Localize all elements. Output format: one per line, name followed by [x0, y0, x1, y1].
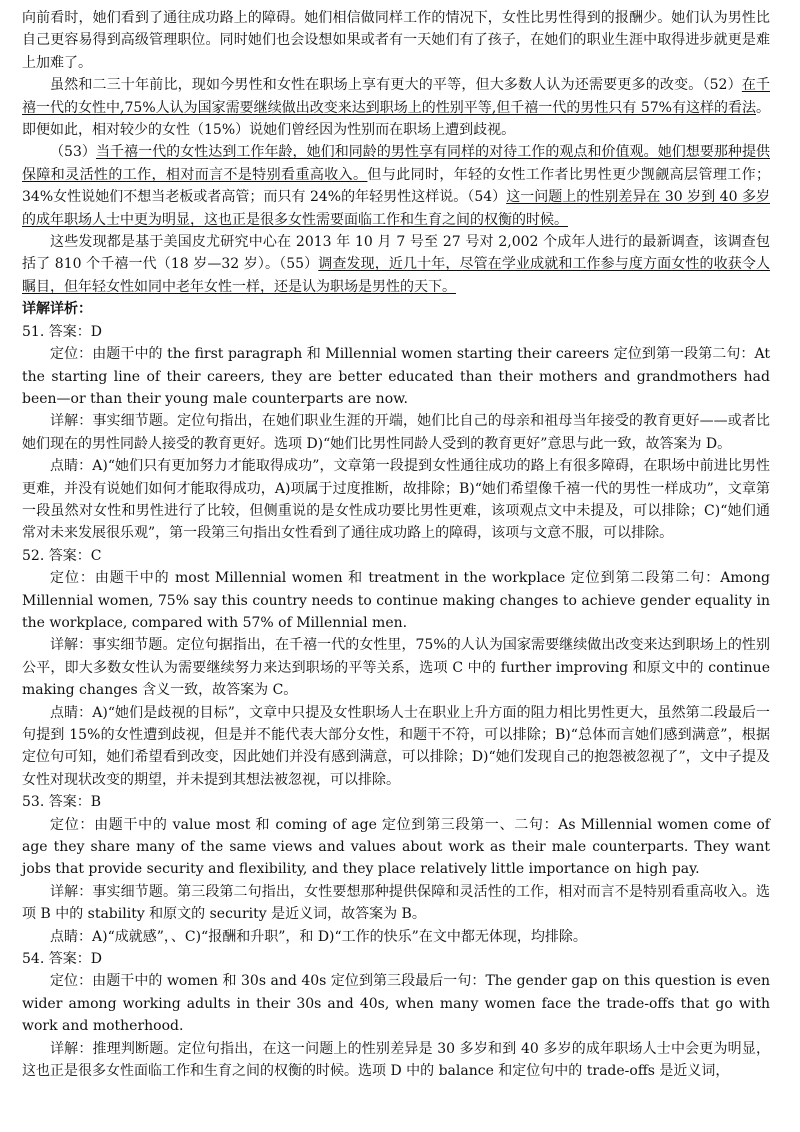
detail-51: 详解：事实细节题。定位句指出，在她们职业生涯的开端，她们比自己的母亲和祖母当年接受的教育更好——或者比她们现在的男性同龄人接受的教育更好。选项 D)“她们比男性同龄人受到的教育更好”意思与此一致，故答案为 D。	[22, 413, 770, 452]
locate-54: 定位：由题干中的 women 和 30s and 40s 定位到第三段最后一句：The gender gap on this question is even wider among working adults in their 30s and 40s, when many women face the trade-offs that go with work and motherhood.	[22, 973, 770, 1035]
passage-paragraph-3	[22, 141, 770, 231]
passage-paragraph-4	[22, 231, 770, 298]
locate-52: 定位：由题干中的 most Millennial women 和 treatment in the workplace 定位到第二段第二句：Among Millennial women, 75% say this country needs to continue making changes to achieve gender equality in the workplace, compared with 57% of Millennial men.	[22, 570, 770, 631]
underlined-sentence-55: 调查发现，近几十年，尽管在学业成就和工作参与度方面女性的收获令人瞩目，但年轻女性如同中老年女性一样，还是认为职场是男性的天下。	[22, 256, 771, 295]
answer-52: 52. 答案：C	[22, 547, 102, 564]
tip-51: 点睛：A)“她们只有更加努力才能取得成功”，文章第一段提到女性通往成功的路上有很多障碍，在职场中前进比男性更难，并没有说她们如何才能取得成功，A)项属于过度推断，故排除；B)“她们希望像千禧一代的男性一样成功”，文章第一段虽然对女性和男性进行了比较，但侧重说的是女性成功要比男性更难，该项观点文中未提及，可以排除；C)“她们通常对未来发展很乐观”，第一段第三句指出女性看到了通往成功路上的障碍，该项与文意不服，可以排除。	[22, 458, 770, 542]
paragraph-text: （53）	[50, 144, 96, 161]
detail-53: 详解：事实细节题。第三段第二句指出，女性要想那种提供保障和灵活性的工作，相对而言不是特别看重高收入。选项 B 中的 stability 和原文的 security 是近义词，故答案为 B。	[22, 883, 770, 923]
tip-52: 点睛：A)“她们是歧视的目标”，文章中只提及女性职场人士在职业上升方面的阻力相比男性更大，虽然第二段最后一句提到 15%的女性遭到歧视，但是并不能代表大部分女性，和题干不符，可以排除；B)“总体而言她们感到满意”，根据定位句可知，她们希望看到改变，因此她们并没有感到满意，可以排除；D)“她们发现自己的抱怨被忽视了”，文中子提及女性对现状改变的期望，并未提到其想法被忽视，可以排除。	[22, 704, 770, 788]
paragraph-text: 但与此同时，年轻的女性工作者比男性更少觊觎高层管理工作；34%女性说她们不想当老板或者高管；而只有 24%的年轻男性这样说。（54）	[22, 166, 771, 206]
detail-52: 详解：事实细节题。定位句据指出，在千禧一代的女性里，75%的人认为国家需要继续做出改变来达到职场上的性别公平，即大多数女性认为需要继续努力来达到职场的平等关系，选项 C 中的 further improving 和原文中的 continue making changes 含义一致，故答案为 C。	[22, 637, 770, 699]
locate-51: 定位：由题干中的 the first paragraph 和 Millennial women starting their careers 定位到第一段第二句：At the starting line of their careers, they are better educated than their mothers and grandmothers had been—or than their young male counterparts are now.	[22, 346, 770, 407]
underlined-sentence-53: 当千禧一代的女性达到工作年龄，她们和同龄的男性享有同样的对待工作的观点和价值观。她们想要那种提供保障和灵活性的工作，相对而言不是特别看重高收入。	[22, 144, 770, 183]
section-title: 详解详析：	[22, 301, 92, 318]
detail-54: 详解：推理判断题。定位句指出，在这一问题上的性别差异是 30 多岁和到 40 多岁的成年职场人士中会更为明显，这也正是很多女性面临工作和生育之间的权衡的时候。选项 D 中的 balance 和定位句中的 trade-offs 是近义词，	[22, 1040, 770, 1080]
answer-54: 54. 答案：D	[22, 951, 102, 968]
paragraph-text: 。即便如此，相对较少的女性（15%）说她们曾经因为性别而在职场上遭到歧视。	[22, 99, 770, 139]
answer-51: 51. 答案：D	[22, 323, 102, 340]
passage-paragraph-2	[22, 74, 770, 141]
paragraph-text: 虽然和二三十年前比，现如今男性和女性在职场上享有更大的平等，但大多数人认为还需要更多的改变。（52）	[50, 77, 742, 94]
tip-53: 点睛：A)“成就感”，、C)“报酬和升职”，和 D)“工作的快乐”在文中都无体现，均排除。	[50, 928, 587, 945]
paragraph-text: 这些发现都是基于美国皮尤研究中心在 2013 年 10 月 7 号至 27 号对 2,002 个成年人进行的最新调查，该调查包括了 810 个千禧一代（18 岁—32 岁）。（55）	[22, 234, 770, 273]
locate-53: 定位：由题干中的 value most 和 coming of age 定位到第三段第一、二句：As Millennial women come of age they share many of the same views and values about work as their male counterparts. They want jobs that provide security and flexibility, and they place relatively little importance on high pay.	[22, 816, 770, 878]
underlined-sentence-52: 在千禧一代的女性中,75%人认为国家需要继续做出改变来达到职场上的性别平等,但千禧一代的男性只有 57%有这样的看法	[22, 77, 771, 116]
passage-paragraph-1: 向前看时，她们看到了通往成功路上的障碍。她们相信做同样工作的情况下，女性比男性得到的报酬少。她们认为男性比自己更容易得到高级管理职位。同时她们也会设想如果或者有一天她们有了孩子，在她们的职业生涯中取得进步就更是难上加难了。	[22, 10, 770, 71]
underlined-sentence-54: 这一问题上的性别差异在 30 岁到 40 多岁的成年职场人士中更为明显，这也正是很多女性需要面临工作和生育之间的权衡的时候。	[22, 189, 770, 228]
answer-53: 53. 答案：B	[22, 794, 102, 811]
